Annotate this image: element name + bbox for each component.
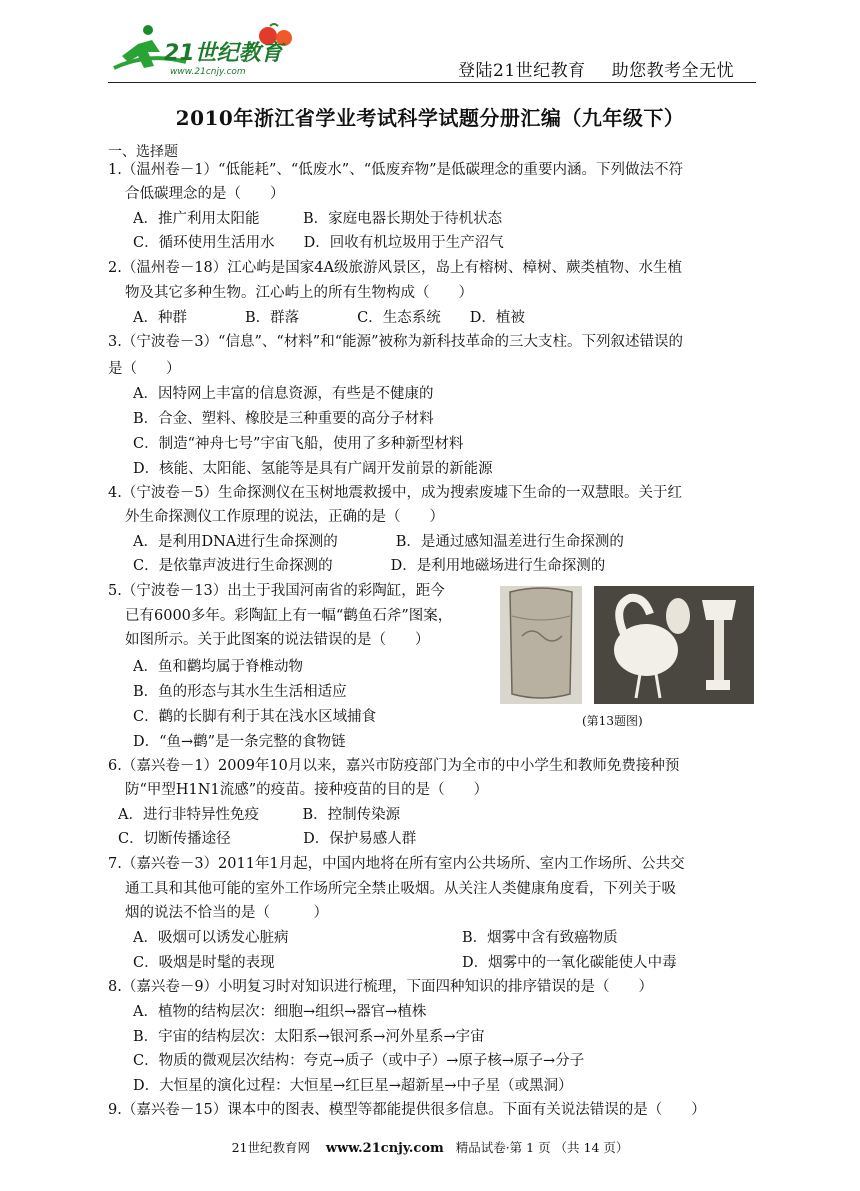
text-line: B．烟雾中含有致癌物质 bbox=[462, 930, 618, 946]
text-line: D．烟雾中的一氧化碳能使人中毒 bbox=[462, 955, 677, 971]
text-line: A．是利用DNA进行生命探测的 B．是通过感知温差进行生命探测的 bbox=[133, 534, 624, 550]
text-line: 3.（宁波卷－3）“信息”、“材料”和“能源”被称为新科技革命的三大支柱。下列叙述错误的 bbox=[108, 334, 684, 350]
page-title: 2010年浙江省学业考试科学试题分册汇编（九年级下） bbox=[175, 106, 685, 130]
text-line: 合低碳理念的是（ ） bbox=[125, 186, 285, 202]
question-13-figure bbox=[500, 586, 754, 704]
text-line: B．宇宙的结构层次：太阳系→银河系→河外星系→宇宙 bbox=[133, 1029, 485, 1045]
text-line: C．循环使用生活用水 D．回收有机垃圾用于生产沼气 bbox=[133, 235, 504, 251]
page-header bbox=[0, 0, 860, 86]
text-line: 1.（温州卷－1）“低能耗”、“低废水”、“低废弃物”是低碳理念的重要内涵。下列做法不符 bbox=[108, 162, 684, 178]
text-line: A．吸烟可以诱发心脏病 bbox=[133, 930, 289, 946]
text-line: 7.（嘉兴卷－3）2011年1月起，中国内地将在所有室内公共场所、室内工作场所、公共交 bbox=[108, 856, 685, 872]
section-heading: 一、选择题 bbox=[108, 144, 178, 160]
text-line: 烟的说法不恰当的是（ ） bbox=[125, 905, 328, 921]
text-line: A．进行非特异性免疫 B．控制传染源 bbox=[118, 807, 401, 823]
text-line: 通工具和其他可能的室外工作场所完全禁止吸烟。从关注人类健康角度看，下列关于吸 bbox=[125, 881, 676, 897]
text-line: 已有6000多年。彩陶缸上有一幅“鹳鱼石斧”图案， bbox=[125, 608, 453, 624]
text-line: 9.（嘉兴卷－15）课本中的图表、模型等都能提供很多信息。下面有关说法错误的是（ ） bbox=[108, 1102, 706, 1118]
text-line: 防“甲型H1N1流感”的疫苗。接种疫苗的目的是（ ） bbox=[125, 782, 489, 798]
text-line: 5.（宁波卷－13）出土于我国河南省的彩陶缸，距今 bbox=[108, 583, 445, 599]
text-line: 2.（温州卷－18）江心屿是国家4A级旅游风景区，岛上有榕树、樟树、蕨类植物、水生植 bbox=[108, 260, 682, 276]
text-line: 是（ ） bbox=[108, 361, 181, 377]
header-slogan bbox=[458, 56, 760, 81]
text-line: A．植物的结构层次：细胞→组织→器官→植株 bbox=[133, 1004, 427, 1020]
text-line: A．推广利用太阳能 B．家庭电器长期处于待机状态 bbox=[133, 211, 503, 227]
text-line: C．是依靠声波进行生命探测的 D．是利用地磁场进行生命探测的 bbox=[133, 558, 606, 574]
text-line: C．鹳的长脚有利于其在浅水区域捕食 bbox=[133, 709, 377, 725]
text-line: 如图所示。关于此图案的说法错误的是（ ） bbox=[125, 632, 430, 648]
text-line: C．制造“神舟七号”宇宙飞船，使用了多种新型材料 bbox=[133, 436, 464, 452]
text-line: 8.（嘉兴卷－9）小明复习时对知识进行梳理，下面四种知识的排序错误的是（ ） bbox=[108, 979, 654, 995]
text-line: B．鱼的形态与其水生生活相适应 bbox=[133, 684, 347, 700]
footer-site: 21世纪教育网 bbox=[231, 1140, 310, 1155]
text-line: A．因特网上丰富的信息资源，有些是不健康的 bbox=[133, 386, 434, 402]
text-line: 物及其它多种生物。江心屿上的所有生物构成（ ） bbox=[125, 285, 473, 301]
text-line: C．切断传播途径 D．保护易感人群 bbox=[118, 831, 417, 847]
text-line: C．吸烟是时髦的表现 bbox=[133, 955, 275, 971]
slogan-left: 登陆21世纪教育 bbox=[458, 61, 586, 81]
header-divider bbox=[108, 82, 756, 83]
text-line: B．合金、塑料、橡胶是三种重要的高分子材料 bbox=[133, 411, 434, 427]
footer-page-info: 精品试卷·第 1 页 （共 14 页） bbox=[455, 1140, 629, 1155]
text-line: D．“鱼→鹳”是一条完整的食物链 bbox=[133, 734, 346, 750]
text-line: A．鱼和鹳均属于脊椎动物 bbox=[133, 659, 303, 675]
text-line: 6.（嘉兴卷－1）2009年10月以来，嘉兴市防疫部门为全市的中小学生和教师免费接种预 bbox=[108, 758, 680, 774]
site-logo bbox=[108, 22, 318, 80]
text-line: A．种群 B．群落 C．生态系统 D．植被 bbox=[133, 310, 525, 326]
figure-caption: (第13题图) bbox=[582, 714, 643, 728]
footer-url: www.21cnjy.com bbox=[325, 1141, 444, 1156]
logo-url: www.21cnjy.com bbox=[170, 67, 246, 77]
text-line: D．核能、太阳能、氢能等是具有广阔开发前景的新能源 bbox=[133, 461, 493, 477]
text-line: 外生命探测仪工作原理的说法，正确的是（ ） bbox=[125, 509, 444, 525]
page-footer bbox=[0, 1138, 860, 1156]
text-line: 4.（宁波卷－5）生命探测仪在玉树地震救援中，成为搜索废墟下生命的一双慧眼。关于红 bbox=[108, 485, 683, 501]
text-line: D．大恒星的演化过程：大恒星→红巨星→超新星→中子星（或黑洞） bbox=[133, 1078, 573, 1094]
logo-text: 21世纪教育 bbox=[164, 41, 283, 66]
slogan-right: 助您教考全无忧 bbox=[611, 61, 735, 81]
text-line: C．物质的微观层次结构：夸克→质子（或中子）→原子核→原子→分子 bbox=[133, 1053, 585, 1069]
